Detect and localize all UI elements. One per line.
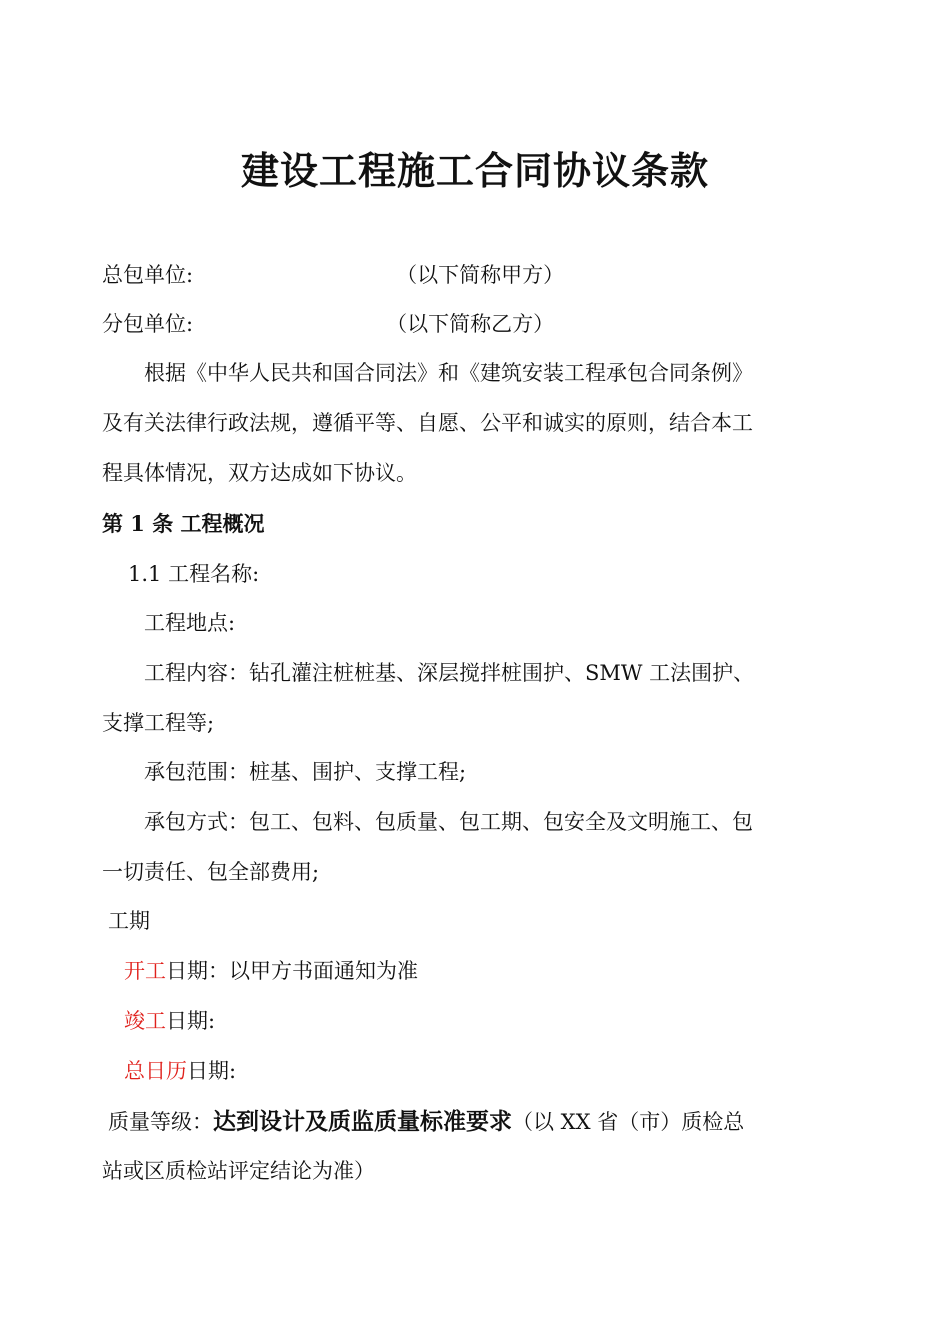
quality-line-2: 站或区质检站评定结论为准） <box>102 1159 375 1183</box>
page-title: 建设工程施工合同协议条款 <box>240 148 709 193</box>
start-date-line <box>124 946 844 996</box>
start-date-label-highlight: 开工 <box>124 959 166 983</box>
project-location-line: 工程地点: <box>144 611 236 635</box>
quality-line-1 <box>108 1097 828 1147</box>
intro-line-1: 根据《中华人民共和国合同法》和《建筑安装工程承包合同条例》 <box>144 361 753 385</box>
quality-label: 质量等级： <box>108 1110 213 1134</box>
total-days-line <box>124 1046 844 1096</box>
subcontractor-line <box>102 299 822 349</box>
end-date-label-highlight: 竣工 <box>124 1009 166 1033</box>
end-date-text: 日期: <box>166 1009 216 1033</box>
period-heading: 工期 <box>108 909 150 933</box>
general-contractor-line <box>102 250 822 300</box>
end-date-line <box>124 996 844 1046</box>
project-content-line-2: 支撑工程等; <box>102 711 215 735</box>
quality-standard: 达到设计及质监质量标准要求 <box>213 1108 512 1135</box>
subcontractor-note: （以下简称乙方） <box>386 312 555 336</box>
article-1-heading: 第 1 条 工程概况 <box>102 511 265 536</box>
contract-method-line-1: 承包方式：包工、包料、包质量、包工期、包安全及文明施工、包 <box>144 810 753 834</box>
project-name-line: 1.1 工程名称: <box>128 562 260 586</box>
total-days-label-highlight: 总日历 <box>124 1059 187 1083</box>
general-contractor-label: 总包单位: <box>102 263 194 287</box>
contract-scope-line: 承包范围：桩基、围护、支撑工程; <box>144 760 467 784</box>
start-date-text: 日期：以甲方书面通知为准 <box>166 959 418 983</box>
subcontractor-label: 分包单位: <box>102 312 194 336</box>
general-contractor-note: （以下简称甲方） <box>396 263 565 287</box>
total-days-text: 日期: <box>187 1059 237 1083</box>
quality-note: （以 XX 省（市）质检总 <box>512 1110 745 1134</box>
intro-line-3: 程具体情况，双方达成如下协议。 <box>102 461 417 485</box>
intro-line-2: 及有关法律行政法规，遵循平等、自愿、公平和诚实的原则，结合本工 <box>102 411 753 435</box>
project-content-line-1: 工程内容：钻孔灌注桩桩基、深层搅拌桩围护、SMW 工法围护、 <box>144 661 755 685</box>
contract-method-line-2: 一切责任、包全部费用; <box>102 860 320 884</box>
